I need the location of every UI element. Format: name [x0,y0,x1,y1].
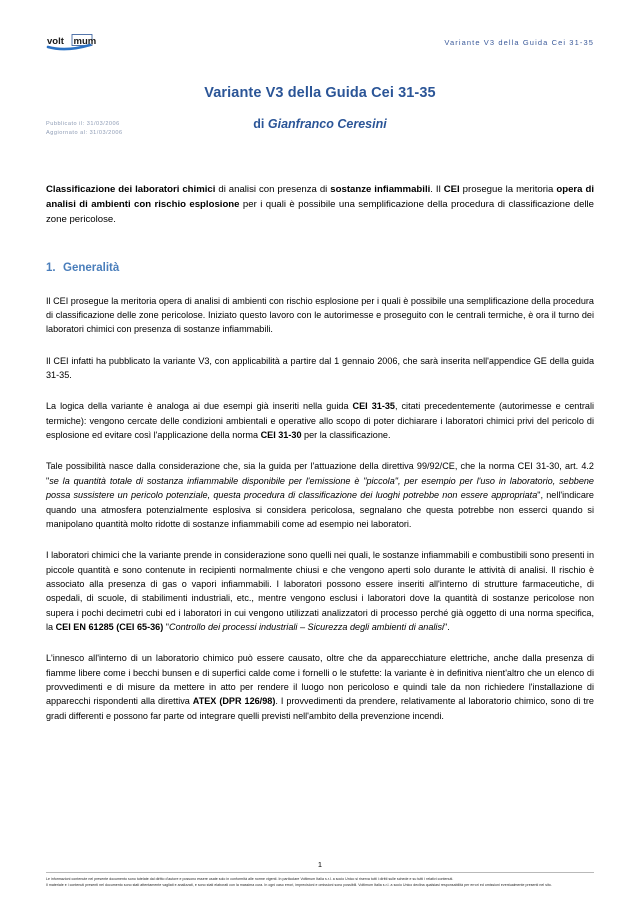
p5-italic-title: Controllo dei processi industriali – Sicurezza degli ambienti di analisi [169,622,445,633]
updated-date: Aggiornato al: 31/03/2006 [46,130,123,137]
svg-text:volt: volt [47,36,64,47]
p3-bold-b: CEI 31-35 [352,401,395,412]
page-title: Variante V3 della Guida Cei 31-35 [204,85,436,101]
paragraph-3 [46,399,594,442]
byline-prefix: di [253,117,268,131]
section-title: Generalità [63,261,120,274]
p3-text-c: , citati precedentemente (autorimesse e centrali termiche): vengono cercate delle condizioni ambientali e operative allo scopo di poter dichiarare i laboratori chimici privi del pericolo di esplosione ed evitare così l'applicazione della norma [46,401,594,441]
paragraph-1: Il CEI prosegue la meritoria opera di analisi di ambienti con rischio esplosione per i quali è possibile una semplificazione della procedura di classificazione delle zone pericolose. Iniziato questo lavoro con le autorimesse e proseguito con le centrali termiche, è ora il turno dei laboratori chimici con presenza di sostanze infiammabili. [46,295,594,335]
author-name: Gianfranco Ceresini [267,117,387,131]
footer-disclaimer [46,876,594,888]
intro-bold-5: CEI [443,184,460,195]
svg-text:um: um [82,36,97,47]
svg-text:m: m [73,36,82,47]
p6-text-a: L'innesco all'interno di un laboratorio chimico può essere causato, oltre che da apparecchiature elettriche, anche dalla presenza di fiamme libere come i becchi bunsen e di superfici calde come i fornelli o le stufette: la variante è in definitiva nient'altro che un elenco di provvedimenti e di misure da mettere in atto per rendere il luogo non pericoloso e quindi tale da non richiedere l'installazione di apparecchi rispondenti alla direttiva [46,653,594,707]
intro-paragraph [46,183,594,228]
intro-text-8: per i quali è possibile una semplificazione della procedura di classificazione delle zone pericolose. [46,198,594,225]
author-byline [46,117,594,131]
p3-text-e: per la classificazione. [301,430,391,441]
running-header-title: Variante V3 della Guida Cei 31-35 [444,38,594,47]
page-footer [46,860,594,888]
intro-text-4: . Il [430,184,444,195]
paragraph-4 [46,459,594,531]
p5-text-c: " [163,622,170,633]
paragraph-2: Il CEI infatti ha pubblicato la variante V3, con applicabilità a partire dal 1 gennaio 2006, che sarà inserita nell'appendice GE della guida 31-35. [46,355,594,381]
published-date: Pubblicato il: 31/03/2006 [46,121,120,127]
p6-text-c: . I provvedimenti da prendere, relativamente al laboratorio chimico, sono di tre gradi differenti e possono far parte od integrare quelli previsti nell'ambito della prevenzione incendi. [46,696,594,721]
p4-text-a: Tale possibilità nasce dalla considerazione che, sia la guida per l'attuazione della direttiva 99/92/CE, che la norma CEI 31-30, art. 4.2 " [46,461,594,486]
intro-bold-7: opera di analisi di ambienti con rischio esplosione [46,184,594,210]
intro-text-2: di analisi con presenza di [215,184,331,195]
paragraph-5 [46,548,594,634]
intro-bold-1: Classificazione dei laboratori chimici [46,184,216,195]
footer-divider [46,872,594,873]
section-heading-generalita [46,262,594,274]
p3-bold-d: CEI 31-30 [260,430,302,441]
section-number: 1. [46,261,56,274]
voltimum-logo [46,33,120,55]
p5-text-e: ". [444,622,450,633]
intro-bold-3: sostanze infiammabili [330,184,431,195]
p5-bold-standard: CEI EN 61285 (CEI 65-36) [55,622,164,633]
page-number: 1 [317,859,323,869]
p4-quote-italic: se la quantità totale di sostanza infiammabile disponibile per l'emissione è "piccola", per esempio per l'uso in laboratorio, sebbene possa sussistere un pericolo potenziale, questa procedura di classificazione dei luoghi potrebbe non essere appropriata [46,475,594,501]
p3-text-a: La logica della variante è analoga ai due esempi già inseriti nella guida [46,401,353,412]
footer-disclaimer-line-2: Il materiale e i contenuti presenti nel documento sono stati attentamente vagliati e analizzati, e sono stati elaborati con la massima cura. In ogni caso errori, imprecisioni e omissioni sono possibili. Voltimum Italia s.r.l. a socio Unico declina qualsiasi responsabilità per errori ed omissioni eventualmente presenti nel sito. [46,882,552,887]
publication-dates [46,120,123,138]
page-header [46,0,594,63]
p6-bold-atex: ATEX (DPR 126/98) [192,696,276,707]
paragraph-6 [46,651,594,723]
intro-text-6: prosegue la meritoria [459,184,557,195]
footer-disclaimer-line-1: Le informazioni contenute nel presente documento sono tutelate dal diritto d'autore e possono essere usate solo in conformità alle norme vigenti. In particolare Voltimum Italia s.r.l. a socio Unico si riserva tutti i diritti sulle schede e su tutti i relativi contenuti. [46,876,454,881]
p4-text-c: ", nell'indicare quando una atmosfera potenzialmente esplosiva si considera pericolosa, segnalano che questa potrebbe non esserci quando si manipolano quantità molto ridotte di sostanze infiammabili come ad esempio nei laboratori. [46,490,594,529]
p5-text-a: I laboratori chimici che la variante prende in considerazione sono quelli nei quali, le sostanze infiammabili e combustibili sono presenti in piccole quantità e sono contenute in recipienti normalmente chiusi e che vengono aperti solo durante le attività di analisi. Il rischio è associato alla presenza di gas o vapori infiammabili. I laboratori possono essere inseriti all'interno di strutture farmaceutiche, di ospedali, di scuole, di stabilimenti industriali, etc., mentre vengono esclusi i laboratori dove la quantità di sostanze pericolose non supera i pochi decimetri cubi ed i laboratori in cui vengono utilizzati analizzatori di processo perché già oggetto di una norma specifica, la [46,550,594,633]
title-block [46,85,594,147]
